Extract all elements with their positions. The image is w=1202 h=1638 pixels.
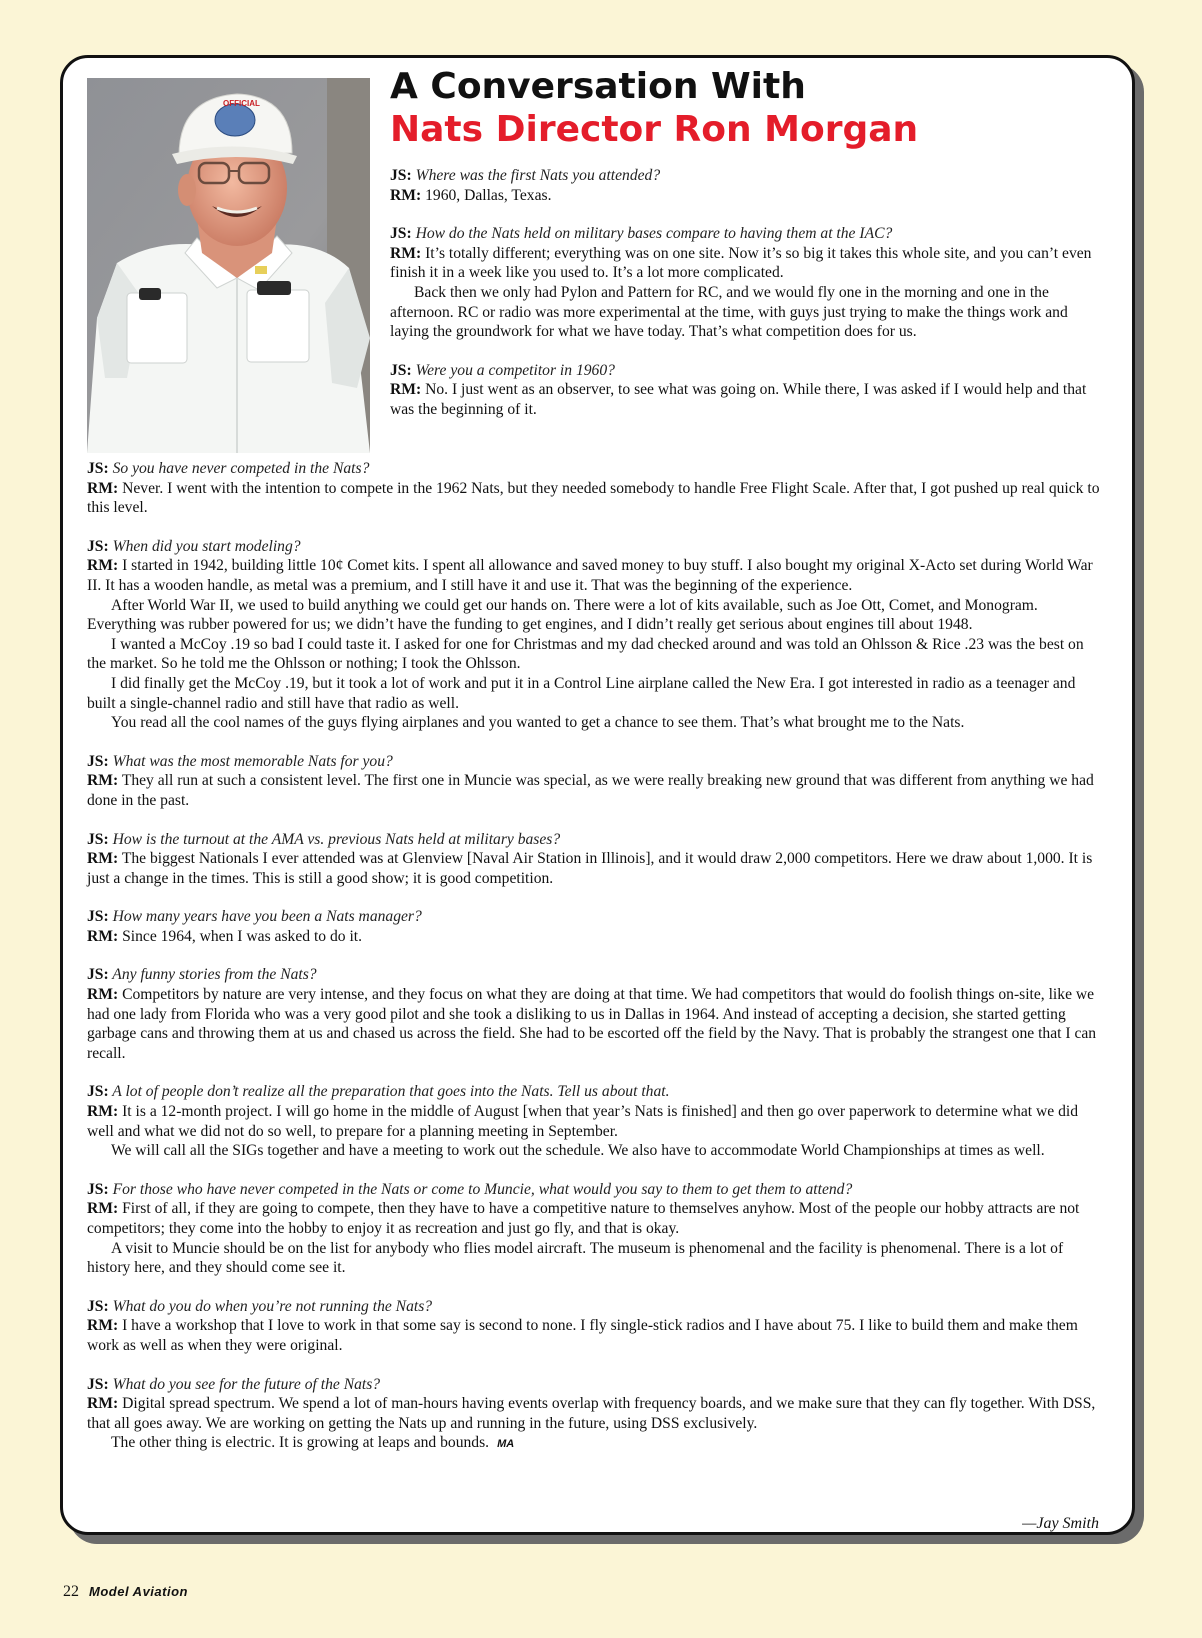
- js-label: JS:: [390, 167, 412, 184]
- rm-label: RM:: [87, 927, 119, 945]
- question: [87, 907, 1105, 927]
- answer-paragraph: [87, 1433, 1105, 1455]
- question: [87, 1180, 1105, 1200]
- page-number: 22: [63, 1583, 79, 1600]
- answer-text: It is a 12-month project. I will go home in the middle of August [when that year’s Nats is finished] and then go over paperwork to determine what we did well and what we did not do so well, to prepare for a planning meeting in September.: [87, 1103, 1079, 1140]
- portrait-illustration: [87, 78, 370, 453]
- answer-text: The other thing is electric. It is growing at leaps and bounds.: [111, 1434, 490, 1452]
- answer-paragraph: [87, 1239, 1105, 1278]
- ron-morgan-photo: [87, 78, 370, 453]
- rm-label: RM:: [87, 986, 119, 1004]
- question: [390, 166, 1106, 186]
- js-label: JS:: [87, 1297, 109, 1315]
- answer-text: The biggest Nationals I ever attended was at Glenview [Naval Air Station in Illinois], and it would draw 2,000 competitors. Here we draw about 1,000. It is just a change in the times. This is still a good show; it is good competition.: [87, 850, 1093, 887]
- answer-text: I started in 1942, building little 10¢ Comet kits. I spent all allowance and saved money to buy stuff. I also bought my original X-Acto set during World War II. It has a wooden handle, as metal was a premium, and I still have it and use it. That was the beginning of the experience.: [87, 557, 1093, 594]
- answer-text: A visit to Muncie should be on the list for anybody who flies model aircraft. The museum is phenomenal and the facility is phenomenal. There is a lot of history here, and they should come see it.: [87, 1239, 1064, 1277]
- rm-label: RM:: [87, 850, 119, 868]
- answer-text: 1960, Dallas, Texas.: [425, 186, 552, 204]
- qa-block: [87, 1082, 1105, 1160]
- rm-label: RM:: [390, 186, 422, 204]
- js-label: JS:: [87, 752, 109, 770]
- answer: [390, 244, 1106, 283]
- answer-text: I did finally get the McCoy .19, but it took a lot of work and put it in a Control Line airplane called the New Era. I got interested in radio as a teenager and built a single-channel radio and still have that radio as well.: [87, 674, 1076, 712]
- answer-text: Competitors by nature are very intense, and they focus on what they are doing at that time. We had competitors that would do foolish things on-site, like we had one lady from Florida who was a very good pilot and she took a disliking to us in Dallas in 1964. And instead of accepting a decision, she started getting garbage cans and throwing them at us and chased us across the field. She had to be escorted off the field by the Navy. That is probably the strangest one that I can recall.: [87, 986, 1097, 1062]
- question: [87, 1297, 1105, 1317]
- qa-block: [87, 537, 1105, 733]
- question-text: For those who have never competed in the Nats or come to Muncie, what would you say to them to get them to attend?: [112, 1180, 853, 1198]
- answer: [87, 1394, 1105, 1433]
- qa-block: [87, 965, 1105, 1063]
- js-label: JS:: [87, 537, 109, 555]
- question-text: A lot of people don’t realize all the preparation that goes into the Nats. Tell us about that.: [112, 1083, 670, 1101]
- answer: [87, 556, 1105, 595]
- answer: [87, 985, 1105, 1063]
- answer: [87, 1316, 1105, 1355]
- answer-paragraph: [87, 1141, 1105, 1161]
- question: [390, 361, 1106, 381]
- rm-label: RM:: [87, 1200, 119, 1218]
- question-text: How many years have you been a Nats manager?: [112, 908, 422, 926]
- top-interview-section: [390, 166, 1106, 439]
- page-footer: [63, 1583, 188, 1601]
- answer: [87, 1199, 1105, 1238]
- question: [87, 537, 1105, 557]
- article-headline: [390, 66, 918, 152]
- js-label: JS:: [87, 830, 109, 848]
- answer-text: No. I just went as an observer, to see what was going on. While there, I was asked if I would help and that was the beginning of it.: [390, 381, 1087, 418]
- js-label: JS:: [390, 361, 412, 379]
- qa-block: [87, 752, 1105, 811]
- answer-text: Since 1964, when I was asked to do it.: [122, 927, 363, 945]
- question-text: What was the most memorable Nats for you?: [112, 752, 393, 770]
- qa-block: [87, 1180, 1105, 1278]
- rm-label: RM:: [390, 381, 422, 399]
- qa-block: [87, 1297, 1105, 1356]
- answer-text: Never. I went with the intention to compete in the 1962 Nats, but they needed somebody to handle Free Flight Scale. After that, I got pushed up real quick to this level.: [87, 479, 1100, 517]
- answer: [87, 927, 1105, 947]
- answer-text: First of all, if they are going to compete, then they have to have a competitive nature to themselves anyhow. Most of the people our hobby attracts are not competitors; they come into the hobby to enjoy it as recreation and just go fly, and that is okay.: [87, 1200, 1080, 1237]
- question: [87, 1375, 1105, 1395]
- js-label: JS:: [87, 1375, 109, 1393]
- question-text: How is the turnout at the AMA vs. previous Nats held at military bases?: [112, 830, 561, 848]
- qa-block: [87, 1375, 1105, 1455]
- question-text: Where was the first Nats you attended?: [415, 167, 661, 184]
- question: [87, 459, 1105, 479]
- main-interview-section: [87, 459, 1105, 1474]
- question: [87, 965, 1105, 985]
- answer-text: I wanted a McCoy .19 so bad I could taste it. I asked for one for Christmas and my dad checked around and was told an Ohlsson & Rice .23 was the best on the market. So he told me the Ohlsson or nothing; I took the Ohlsson.: [87, 635, 1084, 673]
- rm-label: RM:: [87, 479, 119, 497]
- answer: [390, 186, 1106, 206]
- answer-paragraph: [87, 635, 1105, 674]
- answer: [390, 380, 1106, 419]
- question: [87, 830, 1105, 850]
- answer-paragraph: [87, 674, 1105, 713]
- headline-line-2: Nats Director Ron Morgan: [390, 109, 919, 150]
- js-label: JS:: [87, 966, 109, 984]
- question: [87, 752, 1105, 772]
- js-label: JS:: [87, 1083, 109, 1101]
- question-text: What do you do when you’re not running the Nats?: [112, 1297, 433, 1315]
- qa-block: [390, 166, 1106, 205]
- end-mark: MA: [497, 1438, 515, 1451]
- js-label: JS:: [87, 908, 109, 926]
- byline: —Jay Smith: [1022, 1515, 1099, 1532]
- rm-label: RM:: [87, 1103, 119, 1121]
- rm-label: RM:: [87, 557, 119, 575]
- qa-block: [87, 459, 1105, 518]
- question-text: What do you see for the future of the Nats?: [112, 1375, 381, 1393]
- answer: [87, 771, 1105, 810]
- answer-text: You read all the cool names of the guys flying airplanes and you wanted to get a chance to see them. That’s what brought me to the Nats.: [111, 714, 965, 732]
- question-text: Were you a competitor in 1960?: [415, 361, 615, 379]
- question-text: How do the Nats held on military bases compare to having them at the IAC?: [415, 225, 893, 243]
- question-text: So you have never competed in the Nats?: [112, 460, 370, 477]
- answer-text: After World War II, we used to build anything we could get our hands on. There were a lot of kits available, such as Joe Ott, Comet, and Monogram. Everything was rubber powered for us; we didn’t have the funding to get engines, and I didn’t really get serious about engines till about 1948.: [87, 596, 1038, 634]
- question: [390, 224, 1106, 244]
- answer: [87, 1102, 1105, 1141]
- cap-official-text: OFFICIAL: [223, 99, 260, 108]
- rm-label: RM:: [390, 244, 422, 262]
- rm-label: RM:: [87, 1395, 119, 1413]
- qa-block: [87, 907, 1105, 946]
- answer-text: Digital spread spectrum. We spend a lot of man-hours having events overlap with frequency boards, and we make sure that they can fly together. With DSS, that all goes away. We are working on getting the Nats up and running in the future, using DSS exclusively.: [87, 1395, 1096, 1432]
- qa-block: [87, 830, 1105, 889]
- magazine-name: Model Aviation: [89, 1584, 188, 1599]
- answer-text: It’s totally different; everything was on one site. Now it’s so big it takes this whole site, and you can’t even finish it in a week like you used to. It’s a lot more complicated.: [390, 244, 1092, 282]
- js-label: JS:: [87, 460, 109, 477]
- js-label: JS:: [390, 225, 412, 243]
- headline-line-1: A Conversation With: [390, 66, 806, 107]
- js-label: JS:: [87, 1180, 109, 1198]
- qa-block: [390, 361, 1106, 420]
- answer-text: I have a workshop that I love to work in that some say is second to none. I fly single-stick radios and I have about 75. I like to build them and make them work as well as when they were original.: [87, 1317, 1078, 1354]
- rm-label: RM:: [87, 1317, 119, 1335]
- answer: [87, 849, 1105, 888]
- question-text: Any funny stories from the Nats?: [112, 966, 317, 984]
- answer-text: Back then we only had Pylon and Pattern for RC, and we would fly one in the morning and one in the afternoon. RC or radio was more experimental at the time, with guys just trying to make the things work and laying the groundwork for what we have today. That’s what competition does for us.: [390, 283, 1068, 341]
- answer-paragraph: [87, 713, 1105, 733]
- question: [87, 1082, 1105, 1102]
- qa-block: [390, 224, 1106, 342]
- answer-text: We will call all the SIGs together and have a meeting to work out the schedule. We also have to accommodate World Championships at times as well.: [111, 1142, 1045, 1160]
- answer-paragraph: [390, 283, 1106, 342]
- answer-paragraph: [87, 596, 1105, 635]
- answer-text: They all run at such a consistent level. The first one in Muncie was special, as we were really breaking new ground that was different from anything we had done in the past.: [87, 772, 1094, 809]
- answer: [87, 479, 1105, 518]
- question-text: When did you start modeling?: [112, 537, 301, 555]
- rm-label: RM:: [87, 772, 119, 790]
